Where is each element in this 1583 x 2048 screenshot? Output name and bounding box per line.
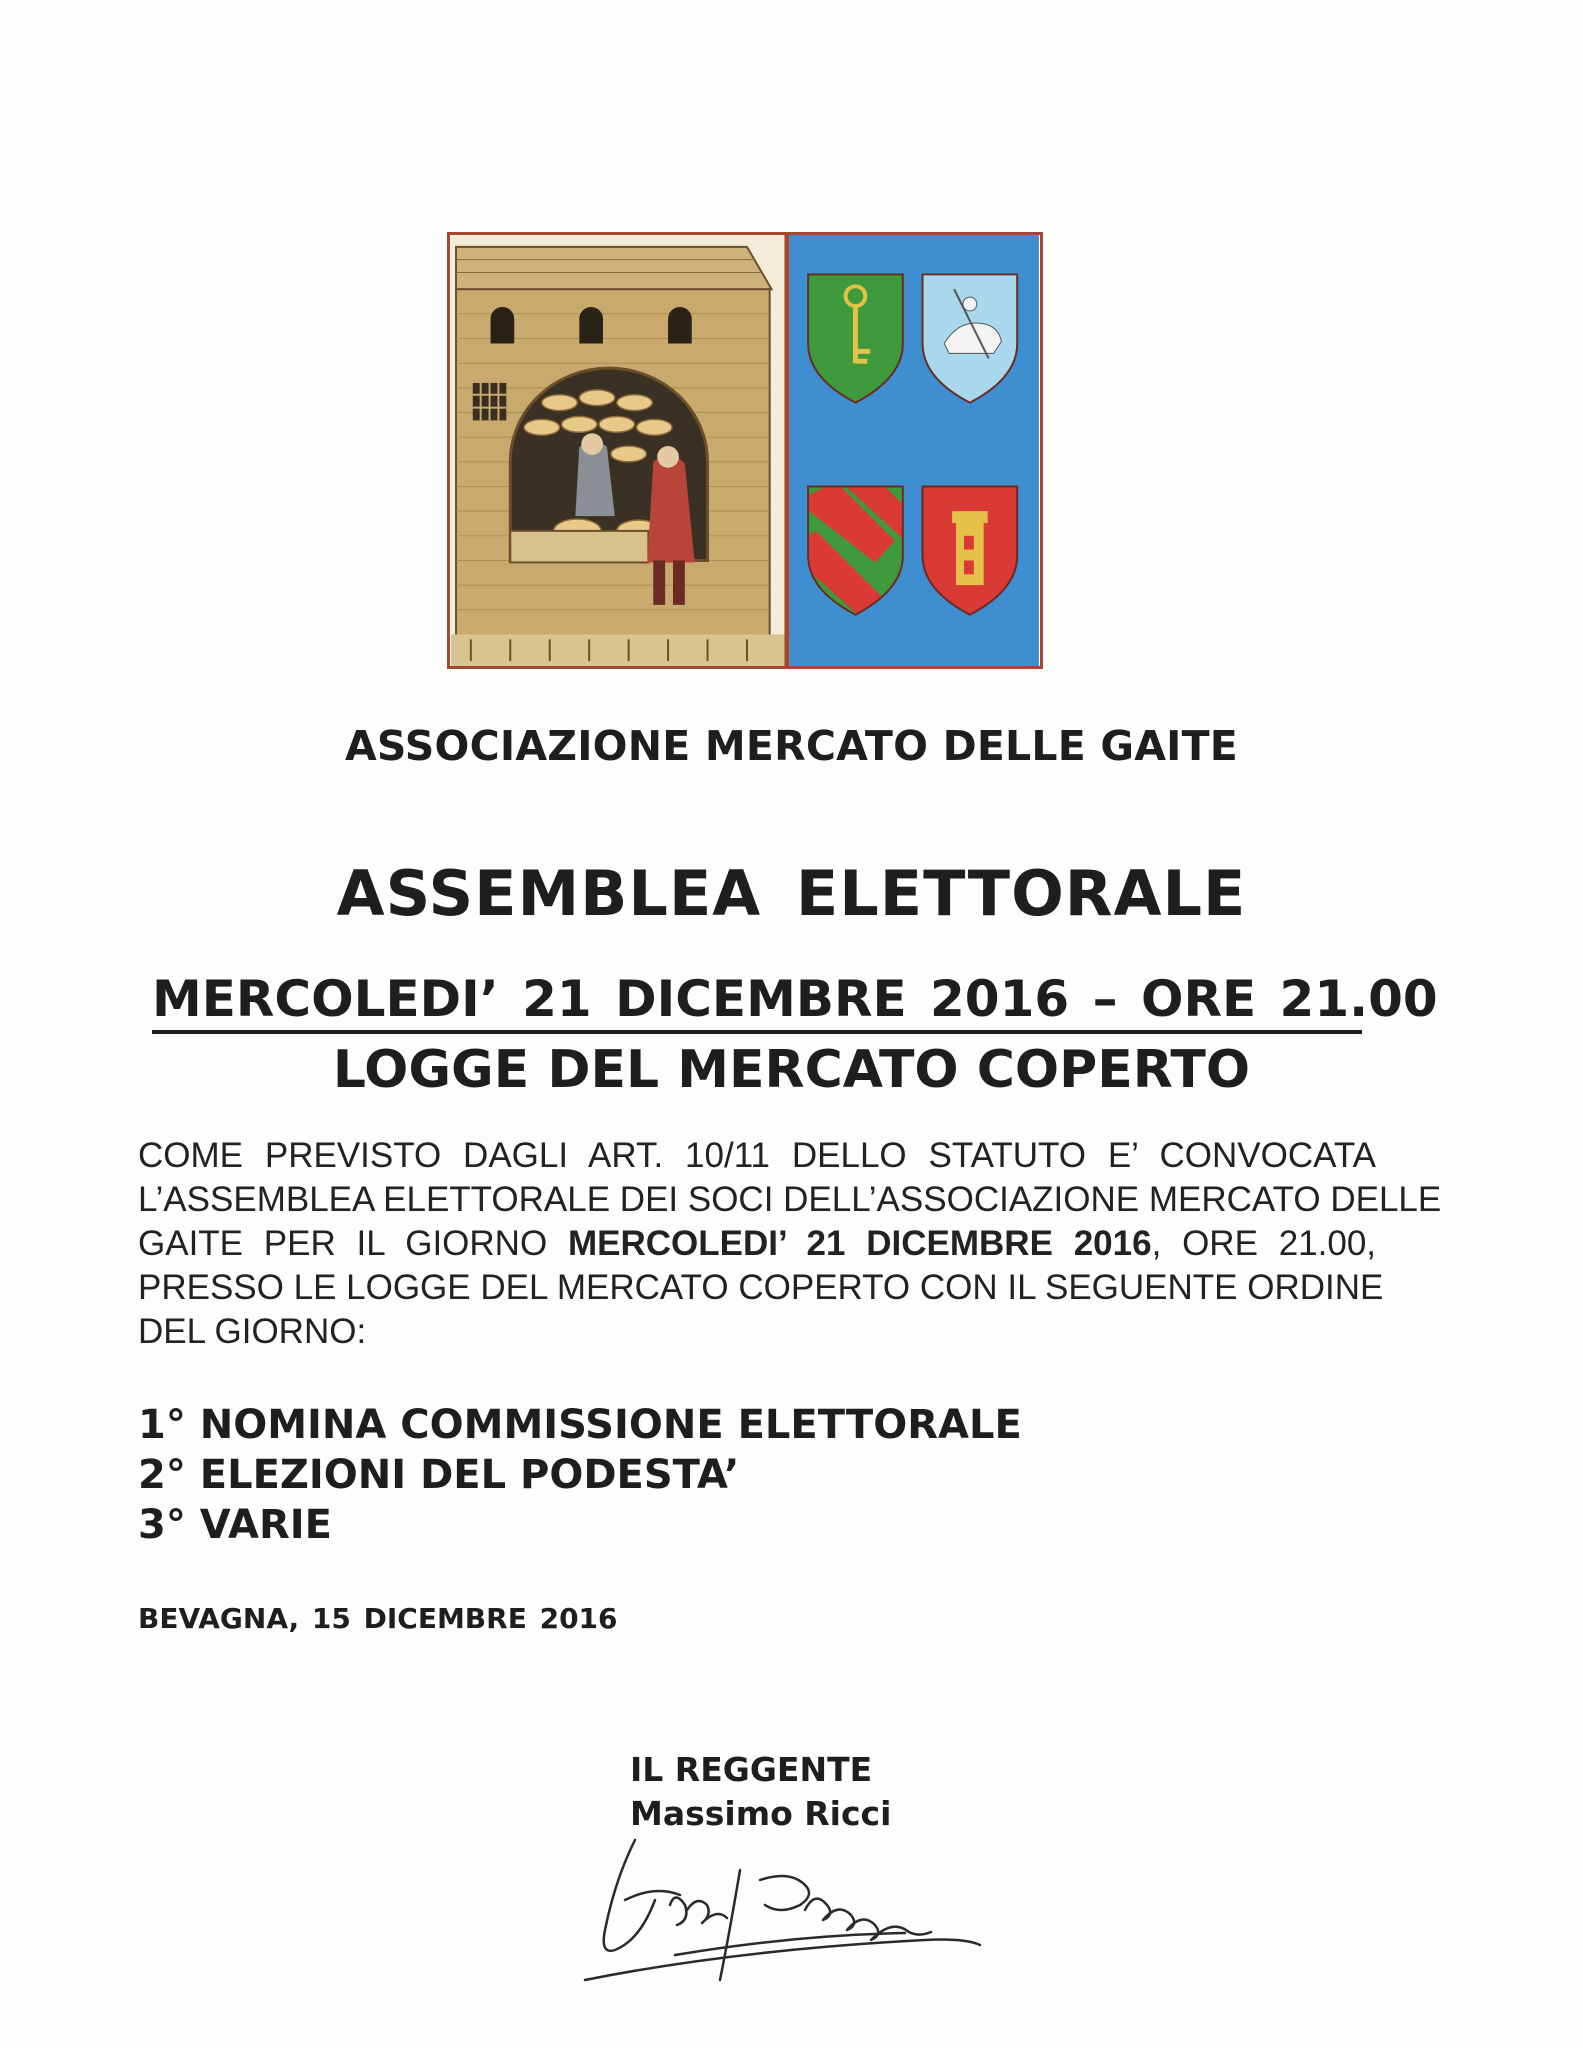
paragraph-line: PRESSO LE LOGGE DEL MERCATO COPERTO CON IL SEGUENTE ORDINE [138, 1268, 1384, 1307]
document-title: ASSEMBLEA ELETTORALE [336, 857, 1247, 930]
meeting-location: LOGGE DEL MERCATO COPERTO [332, 1040, 1251, 1100]
paragraph-text: , ORE 21.00, [1151, 1224, 1377, 1263]
paragraph-line [138, 1222, 1376, 1266]
paragraph-text: GAITE PER IL GIORNO [138, 1224, 568, 1263]
agenda-list [138, 1400, 1022, 1550]
paragraph-line: COME PREVISTO DAGLI ART. 10/11 DELLO STATUTO E’ CONVOCATA [138, 1136, 1376, 1175]
agenda-item: 3° VARIE [138, 1502, 332, 1548]
handwritten-signature-icon [565, 1810, 985, 2010]
convocation-paragraph [138, 1134, 1442, 1354]
medieval-market-illustration [450, 235, 1040, 666]
paragraph-bold-date: MERCOLEDI’ 21 DICEMBRE 2016 [567, 1224, 1152, 1263]
association-name: ASSOCIAZIONE MERCATO DELLE GAITE [344, 722, 1238, 770]
signer-role: IL REGGENTE [630, 1750, 873, 1789]
place-and-date: BEVAGNA, 15 DICEMBRE 2016 [138, 1602, 618, 1635]
agenda-item: 1° NOMINA COMMISSIONE ELETTORALE [138, 1402, 1022, 1448]
header-illustration [447, 232, 1043, 669]
signer-name: Massimo Ricci [630, 1794, 892, 1833]
agenda-item: 2° ELEZIONI DEL PODESTA’ [138, 1452, 740, 1498]
paragraph-line: DEL GIORNO: [138, 1312, 367, 1351]
paragraph-line: L’ASSEMBLEA ELETTORALE DEI SOCI DELL’ASSOCIAZIONE MERCATO DELLE [138, 1180, 1442, 1219]
meeting-date-time: MERCOLEDI’ 21 DICEMBRE 2016 – ORE 21.00 [152, 970, 1362, 1034]
